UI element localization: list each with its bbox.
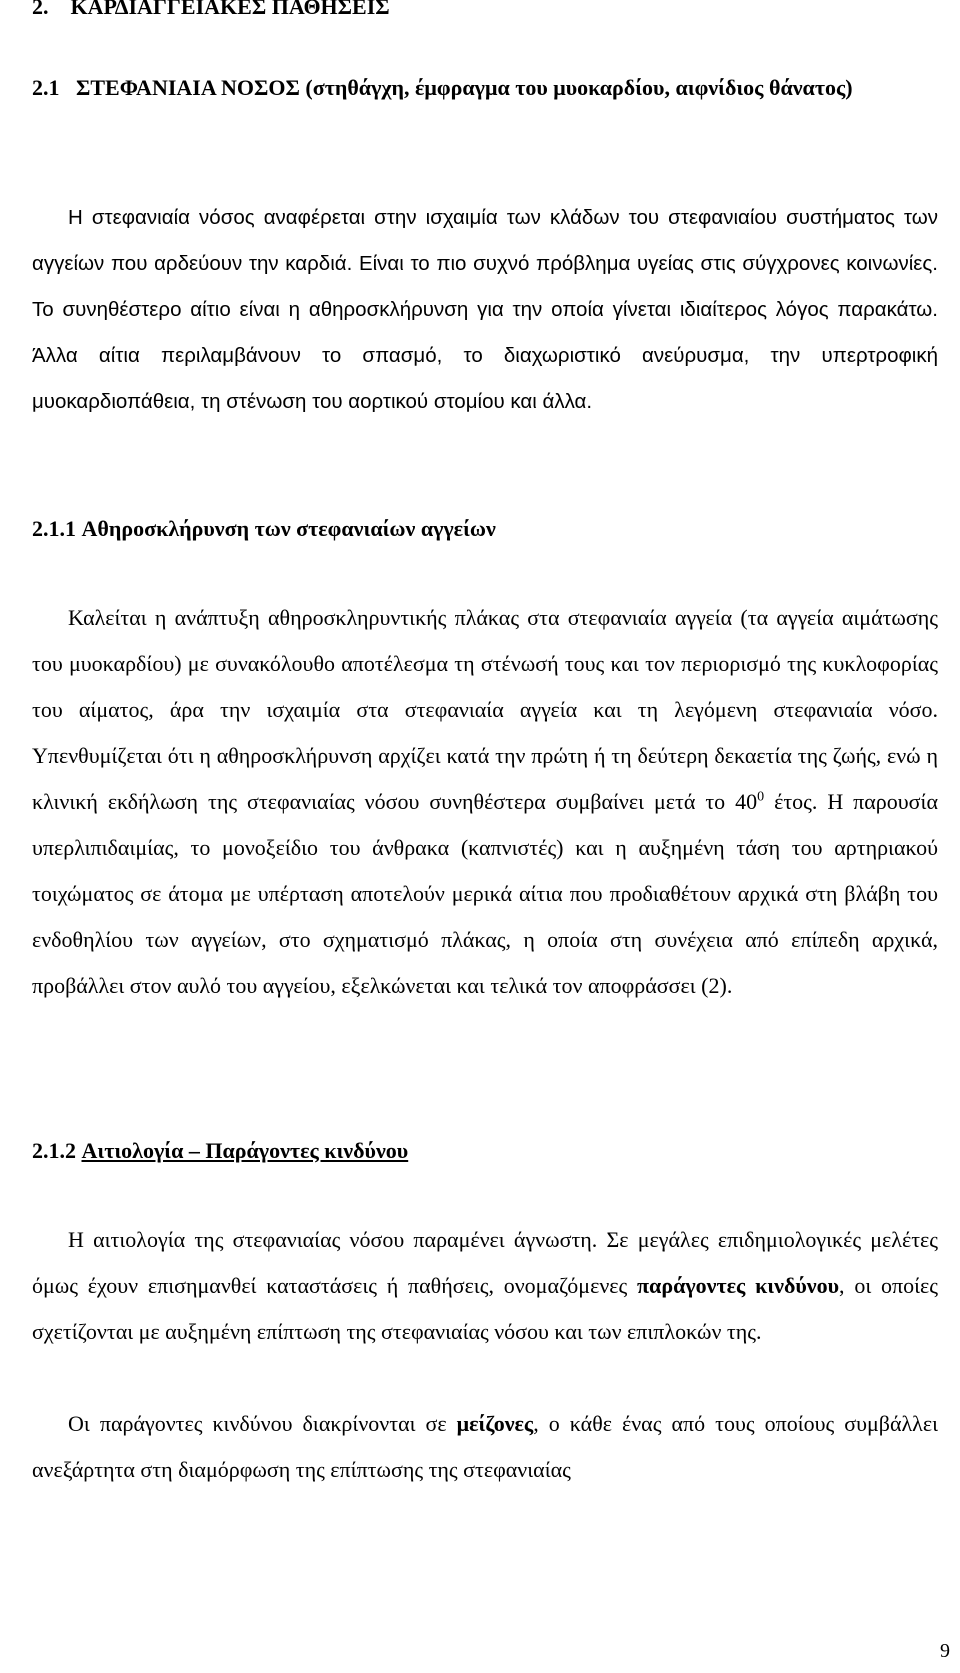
etiology-paragraph: [32, 1217, 938, 1355]
subsection-number: 2.1.1: [32, 516, 76, 541]
paragraph-text: Καλείται η ανάπτυξη αθηροσκληρυντικής πλάκας στα στεφανιαία αγγεία (τα αγγεία αιμάτωσης του μυοκαρδίου) με συνακόλουθο αποτέλεσμα τη στένωσή τους και τον περιορισμό της κυκλοφορίας του αίματος, άρα την ισχαιμία στα στεφανιαία αγγεία και τη λεγόμενη στεφανιαία νόσο. Υπενθυμίζεται ότι η αθηροσκλήρυνση αρχίζει κατά την πρώτη ή τη δεύτερη δεκαετία της ζωής, ενώ η κλινική εκδήλωση της στεφανιαίας νόσου συνηθέστερα συμβαίνει μετά το 40: [32, 605, 938, 814]
paragraph-text: , ο κάθε ένας από τους οποίους συμβάλλει ανεξάρτητα στη διαμόρφωση της επίπτωσης της στεφανιαίας: [32, 1411, 938, 1482]
atherosclerosis-paragraph: [32, 595, 938, 1009]
chapter-title: ΚΑΡΔΙΑΓΓΕΙΑΚΕΣ ΠΑΘΗΣΕΙΣ: [70, 0, 390, 19]
section-title: ΣΤΕΦΑΝΙΑΙΑ ΝΟΣΟΣ (στηθάγχη, έμφραγμα του μυοκαρδίου, αιφνίδιος θάνατος): [76, 75, 853, 100]
paragraph-text: , οι οποίες σχετίζονται με αυξημένη επίπτωση της στεφανιαίας νόσου και των επιπλοκών της.: [32, 1273, 938, 1344]
paragraph-text: Οι παράγοντες κινδύνου διακρίνονται σε: [68, 1411, 457, 1436]
section-heading: [32, 65, 938, 111]
page-number: 9: [940, 1640, 950, 1662]
section-number: 2.1: [32, 75, 60, 100]
chapter-number: 2.: [32, 0, 49, 19]
subsection-title: Αθηροσκλήρυνση των στεφανιαίων αγγείων: [81, 516, 496, 541]
paragraph-text: έτος. Η παρουσία υπερλιπιδαιμίας, το μονοξείδιο του άνθρακα (καπνιστές) και η αυξημένη τάση του αρτηριακού τοιχώματος σε άτομα με υπέρταση αποτελούν μερικά αίτια που προδιαθέτουν αρχικά στη βλάβη του ενδοθηλίου των αγγείων, στο σχηματισμό πλάκας, η οποία στη συνέχεια από επίπεδη αρχικά, προβάλλει στον αυλό του αγγείου, εξελκώνεται και τελικά τον αποφράσσει (2).: [32, 789, 938, 998]
subsection-heading-2: [32, 1137, 408, 1165]
bold-term: μείζονες: [456, 1411, 534, 1436]
subsection-heading-1: [32, 515, 496, 543]
intro-paragraph: Η στεφανιαία νόσος αναφέρεται στην ισχαιμία των κλάδων του στεφανιαίου συστήματος των αγγείων που αρδεύουν την καρδιά. Είναι το πιο συχνό πρόβλημα υγείας στις σύγχρονες κοινωνίες. Το συνηθέστερο αίτιο είναι η αθηροσκλήρυνση για την οποία γίνεται ιδιαίτερος λόγος παρακάτω. Άλλα αίτια περιλαμβάνουν το σπασμό, το διαχωριστικό ανεύρυσμα, την υπερτροφική μυοκαρδιοπάθεια, τη στένωση του αορτικού στομίου και άλλα.: [32, 206, 938, 413]
subsection-number: 2.1.2: [32, 1138, 76, 1163]
superscript: 0: [757, 789, 765, 805]
paragraph-text: Η αιτιολογία της στεφανιαίας νόσου παραμένει άγνωστη. Σε μεγάλες επιδημιολογικές μελέτες όμως έχουν επισημανθεί καταστάσεις ή παθήσεις, ονομαζόμενες: [32, 1227, 938, 1298]
risk-factors-paragraph: [32, 1401, 938, 1493]
subsection-title: Αιτιολογία – Παράγοντες κινδύνου: [81, 1138, 409, 1163]
chapter-heading: [32, 0, 390, 21]
bold-term: παράγοντες κινδύνου: [637, 1273, 840, 1298]
